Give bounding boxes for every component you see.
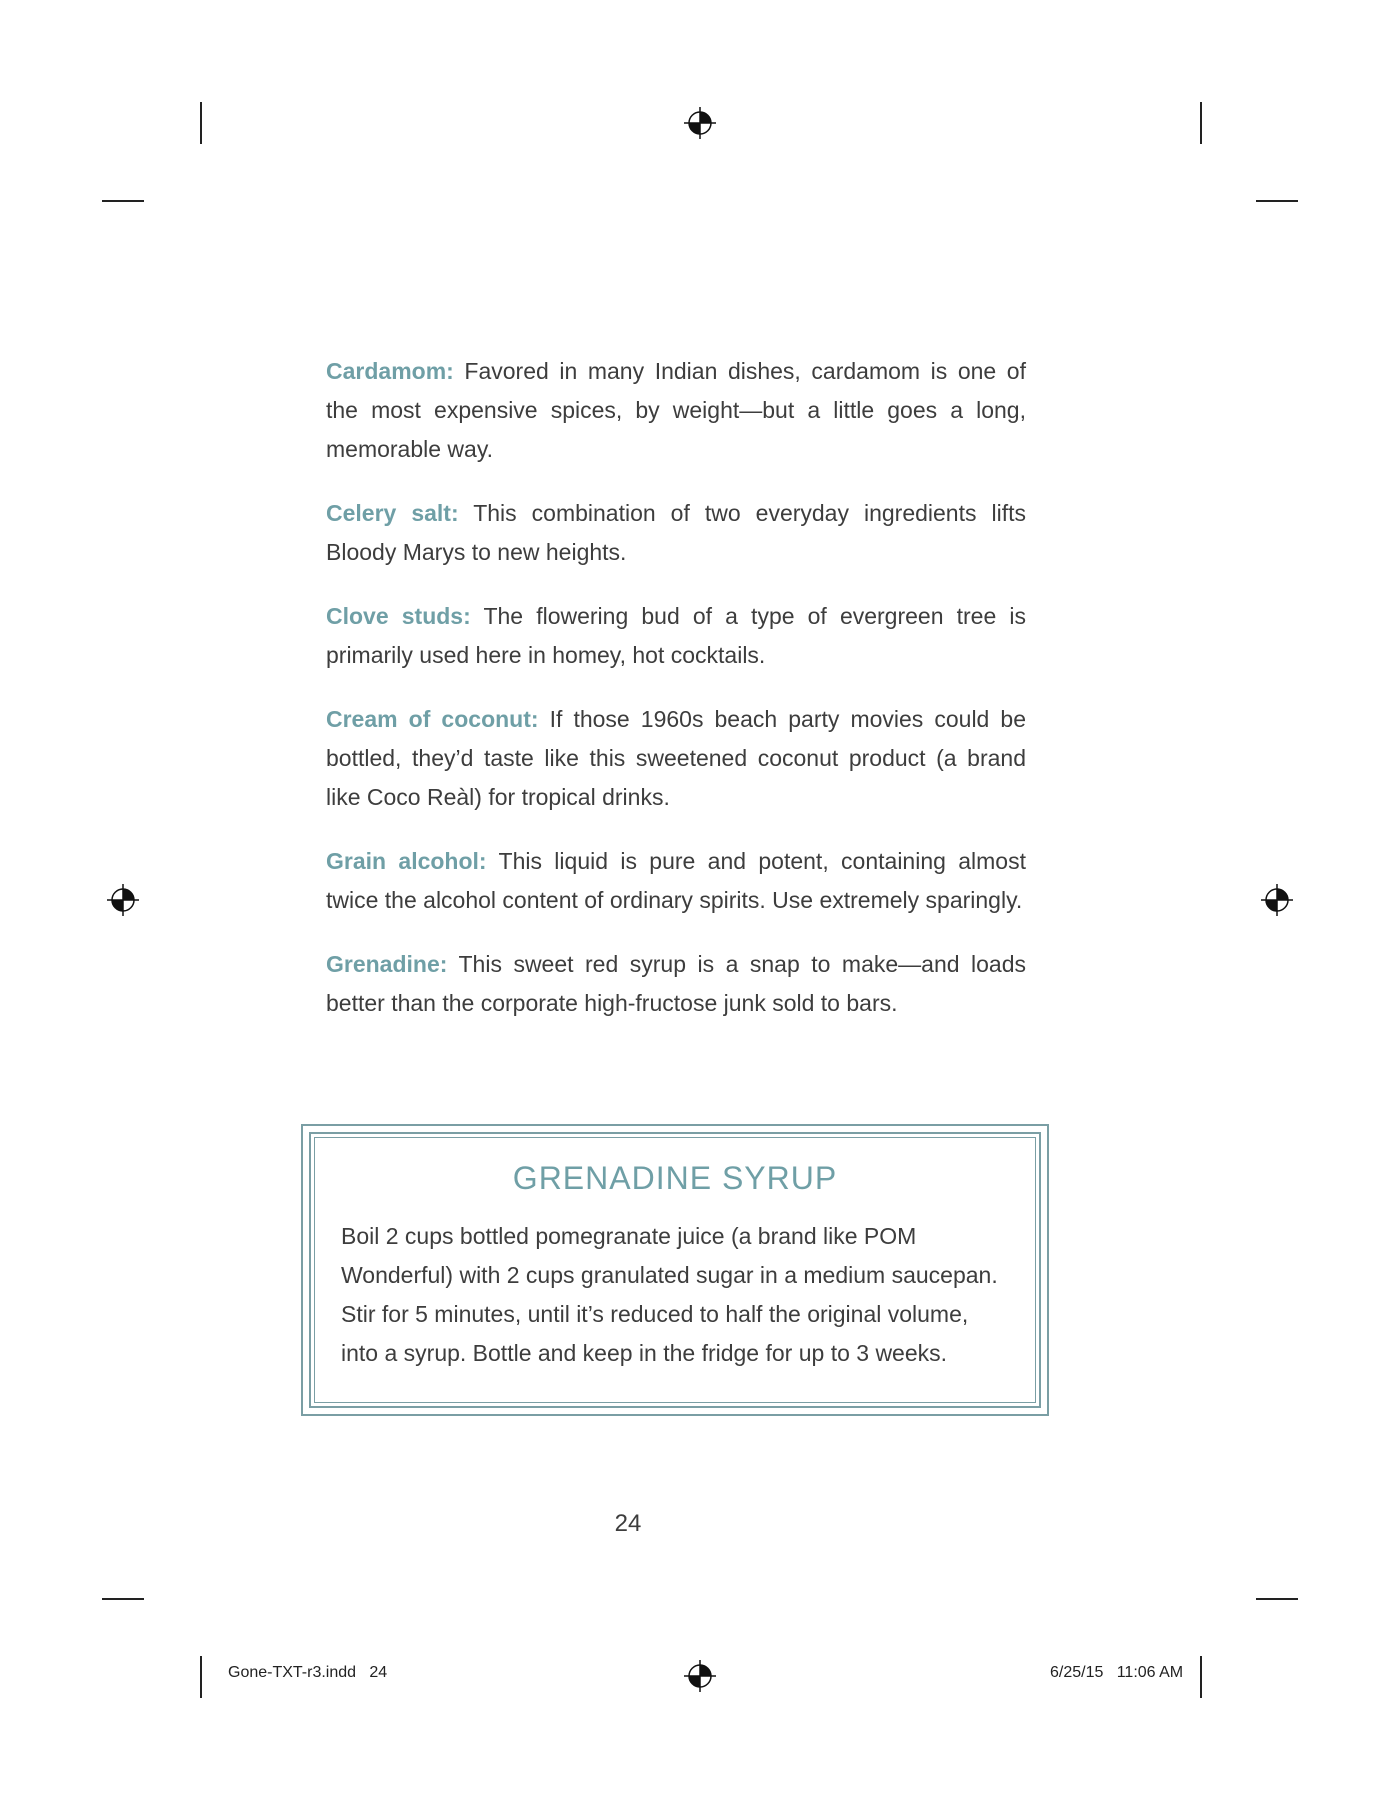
recipe-title: GRENADINE SYRUP [512, 1160, 838, 1196]
trim-mark-left-top [102, 200, 144, 202]
glossary-term: Grenadine: [326, 951, 448, 977]
glossary-term: Grain alcohol: [326, 848, 487, 874]
trim-mark-top-right [1200, 102, 1202, 144]
trim-mark-right-top [1256, 200, 1298, 202]
glossary-entry [326, 352, 1026, 469]
glossary-entry [326, 945, 1026, 1023]
glossary-entry [326, 597, 1026, 675]
glossary-definition: Favored in many Indian dishes, cardamom is one of the most expensive spices, by weight—but a little goes a long, memorable way. [326, 358, 1026, 462]
glossary-entry [326, 842, 1026, 920]
glossary-term: Cream of coconut: [326, 706, 539, 732]
glossary-definition: The flowering bud of a type of evergreen tree is primarily used here in homey, hot cocktails. [326, 603, 1026, 668]
glossary-term: Cardamom: [326, 358, 454, 384]
trim-mark-bottom-left [200, 1656, 202, 1698]
glossary-entries [326, 352, 1026, 1048]
registration-mark-bottom-icon [683, 1659, 717, 1693]
trim-mark-bottom-right [1200, 1656, 1202, 1698]
glossary-term: Clove studs: [326, 603, 471, 629]
page-number: 24 [614, 1510, 642, 1537]
trim-mark-left-bottom [102, 1598, 144, 1600]
registration-mark-top-icon [683, 106, 717, 140]
glossary-definition: If those 1960s beach party movies could be bottled, they’d taste like this sweetened coconut product (a brand like Coco Reàl) for tropical drinks. [326, 706, 1026, 810]
registration-mark-right-icon [1260, 883, 1294, 917]
slug-file-name: Gone-TXT-r3.indd 24 [228, 1664, 388, 1681]
glossary-term: Celery salt: [326, 500, 459, 526]
trim-mark-right-bottom [1256, 1598, 1298, 1600]
glossary-definition: This sweet red syrup is a snap to make—and loads better than the corporate high-fructose junk sold to bars. [326, 951, 1026, 1016]
glossary-entry [326, 700, 1026, 817]
recipe-sidebar-box [301, 1124, 1049, 1416]
trim-mark-top-left [200, 102, 202, 144]
recipe-text: Boil 2 cups bottled pomegranate juice (a brand like POM Wonderful) with 2 cups granulated sugar in a medium saucepan. Stir for 5 minutes, until it’s reduced to half the original volume, into a syrup. Bottle and keep in the fridge for up to 3 weeks. [341, 1223, 998, 1366]
recipe-sidebar-inner [309, 1132, 1041, 1408]
slug-datetime: 6/25/15 11:06 AM [1050, 1664, 1184, 1681]
registration-mark-left-icon [106, 883, 140, 917]
glossary-entry [326, 494, 1026, 572]
glossary-definition: This combination of two everyday ingredients lifts Bloody Marys to new heights. [326, 500, 1026, 565]
glossary-definition: This liquid is pure and potent, containing almost twice the alcohol content of ordinary spirits. Use extremely sparingly. [326, 848, 1026, 913]
